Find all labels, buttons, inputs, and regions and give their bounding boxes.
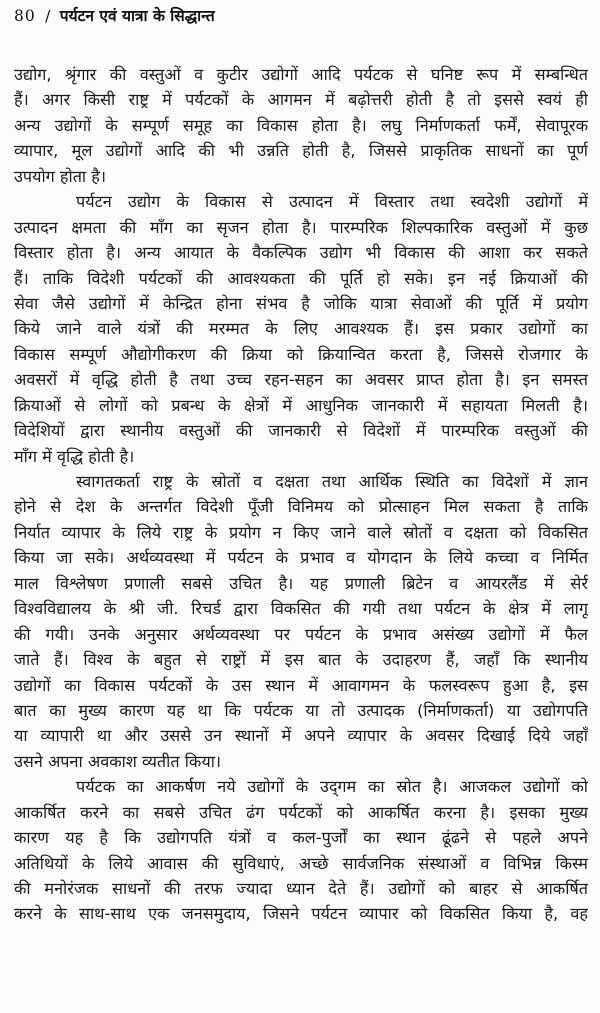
text-line: बात का मुख्य कारण यह था कि पर्यटक या तो उत्पादक (निर्माणकर्ता) या उद्योगपति xyxy=(14,700,588,720)
text-line: उसने अपना अवकाश व्यतीत किया। xyxy=(14,751,222,771)
text-line: की गयी। उनके अनुसार अर्थव्यवस्था पर पर्यटन के प्रभाव असंख्य उद्योगों में फैल xyxy=(14,624,588,644)
text-line: अन्य उद्योगों के सम्पूर्ण समूह का विकास होता है। लघु निर्माणकर्ता फर्में, सेवापूरक xyxy=(14,115,588,135)
text-line: आकर्षित करने का सबसे उचित ढंग पर्यटकों को आकर्षित करना है। इसका मुख्य xyxy=(14,802,588,822)
paragraph-first-line: स्वागतकर्ता राष्ट्र के स्रोतों व दक्षता तथा आर्थिक स्थिति का विदेशों में ज्ञान xyxy=(76,472,588,491)
page-number: 80 xyxy=(14,7,36,25)
text-line: या व्यापारी था और उससे उन स्थानों में अपने व्यापार के अवसर दिखाई दिये जहाँ xyxy=(14,726,588,746)
text-line: विकास सम्पूर्ण औद्योगीकरण की क्रिया को क्रियान्वित करता है, जिससे रोजगार के xyxy=(14,344,588,364)
text-line: निर्यात व्यापार के लिये राष्ट्र के प्रयोग न किए जाने वाले स्रोतों व दक्षता को विकसित xyxy=(14,522,588,542)
paragraph-first-line: पर्यटक का आकर्षण नये उद्योगों के उद्‍गम का स्रोत है। आजकल उद्योगों को xyxy=(76,777,588,797)
book-title: पर्यटन एवं यात्रा के सिद्धान्त xyxy=(59,7,215,25)
text-line: माल विश्लेषण प्रणाली सबसे उचित है। यह प्रणाली ब्रिटेन व आयरलैंड में सेर्र xyxy=(14,573,588,593)
text-line: सेवा जैसे उद्योगों में केन्द्रित होना संभव है जोकि यात्रा सेवाओं की पूर्ति में प्रयोग xyxy=(14,293,588,313)
text-line: उद्योगों का विकास पर्यटकों के उस स्थान में आवागमन के फलस्वरूप हुआ है, इस xyxy=(14,675,588,695)
text-line: उपयोग होता है। xyxy=(14,166,106,186)
text-line: हैं। अगर किसी राष्ट्र में पर्यटकों के आगमन में बढ़ोत्तरी होती है तो इससे स्वयं ही xyxy=(14,90,588,110)
text-line: माँग में वृद्धि होती है। xyxy=(14,446,135,466)
text-line: व्यापार, मूल उद्योगों आदि की भी उन्नति होती है, जिससे प्राकृतिक साधनों का पूर्ण xyxy=(14,141,588,161)
text-line: विदेशियों द्वारा स्थानीय वस्तुओं की जानकारी से विदेशों में पारम्परिक वस्तुओं की xyxy=(14,421,588,441)
text-line: किये जाने वाले यंत्रों की मरम्मत के लिए आवश्यक हैं। इस प्रकार उद्योगों का xyxy=(14,319,588,339)
text-line: अतिथियों के लिये आवास की सुविधाएं, अच्छे सार्वजनिक संस्थाओं व विभिन्न किस्म xyxy=(14,853,588,873)
text-line: हैं। ताकि विदेशी पर्यटकों की आवश्यकता की पूर्ति हो सके। इन नई क्रियाओं की xyxy=(14,268,588,288)
text-line: की मनोरंजक साधनों की तरफ ज्यादा ध्यान देते हैं। उद्योगों को बाहर से आकर्षित xyxy=(14,879,588,898)
text-line: विश्वविद्यालय के श्री जी. रिचर्ड द्वारा विकसित की गयी तथा पर्यटन के क्षेत्र में लागू xyxy=(14,599,588,619)
text-line: उत्पादन क्षमता की माँग का सृजन होता है। पारम्परिक शिल्पकारिक वस्तुओं में कुछ xyxy=(14,217,588,237)
paragraph-first-line: पर्यटन उद्योग के विकास से उत्पादन में विस्तार तथा स्वदेशी उद्योगों में xyxy=(76,192,588,212)
body-text xyxy=(14,62,588,927)
text-line: किया जा सके। अर्थव्यवस्था में पर्यटन के प्रभाव व योगदान के लिये कच्चा व निर्मित xyxy=(14,548,588,568)
text-line: उद्योग, श्रृंगार की वस्तुओं व कुटीर उद्योगों आदि पर्यटक से घनिष्ट रूप में सम्बन्धित xyxy=(14,65,588,84)
running-header xyxy=(14,4,215,28)
text-line: क्रियाओं से लोगों को प्रबन्ध के क्षेत्रों में आधुनिक जानकारी में सहायता मिलती है। xyxy=(14,395,588,415)
text-line: करने के साथ-साथ एक जनसमुदाय, जिसने पर्यटन व्यापार को विकसित किया है, वह xyxy=(14,904,588,924)
text-line: विस्तार होता है। अन्य आयात के वैकल्पिक उद्योग भी विकास की आशा कर सकते xyxy=(14,243,588,263)
text-line: होने से देश के अन्तर्गत विदेशी पूँजी विनिमय को प्रोत्साहन मिल सकता है ताकि xyxy=(14,497,588,517)
header-separator: / xyxy=(45,7,51,25)
text-line: अवसरों में वृद्धि होती है तथा उच्च रहन-सहन का अवसर प्राप्त होता है। इन समस्त xyxy=(14,370,588,390)
text-line: जाते हैं। विश्व के बहुत से राष्ट्रों में इस बात के उदाहरण हैं, जहाँ कि स्थानीय xyxy=(14,650,588,670)
text-line: कारण यह है कि उद्योगपति यंत्रों व कल-पुर्जों का स्थान ढूंढने से पहले अपने xyxy=(14,828,588,848)
